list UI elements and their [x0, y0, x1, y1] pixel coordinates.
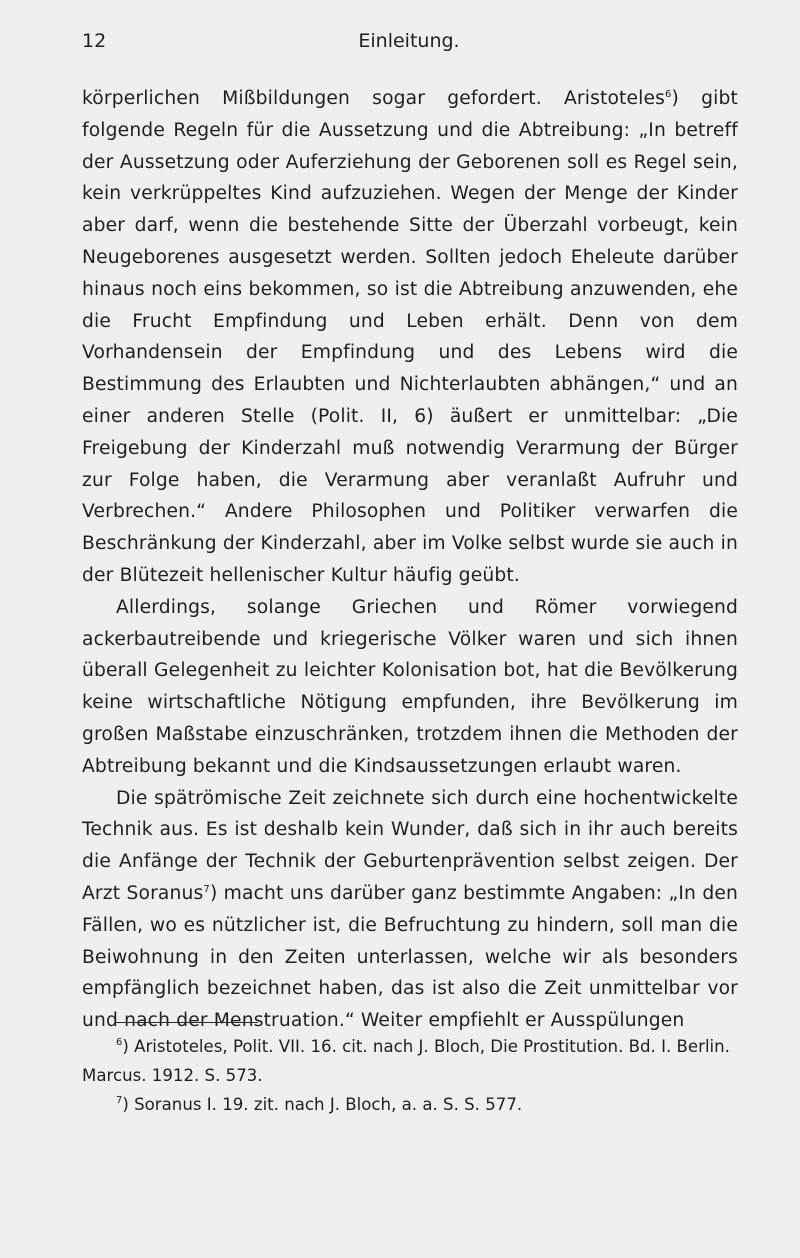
footnote-text: ) Aristoteles, Polit. VII. 16. cit. nach J. Bloch, Die Prostitution. Bd. I. Berlin. Marcus. 1912. S. 573. — [82, 1037, 730, 1085]
footnote-reference-7: 7 — [203, 883, 210, 895]
page-header — [82, 30, 736, 60]
footnote-reference-6: 6 — [665, 89, 672, 100]
paragraph-3 — [82, 783, 738, 1037]
body-text — [82, 83, 738, 1037]
running-title: Einleitung. — [358, 30, 460, 52]
footnote-text: ) Soranus I. 19. zit. nach J. Bloch, a. a. S. S. 577. — [122, 1095, 523, 1114]
paragraph-1-part-a: körperlichen Mißbildungen sogar gefordert. Aristoteles — [82, 88, 666, 109]
footnote-7 — [82, 1090, 742, 1119]
footnote-6 — [82, 1032, 742, 1090]
footnotes — [82, 1032, 742, 1119]
paragraph-3-part-b: ) macht uns darüber ganz bestimmte Angaben: „In den Fällen, wo es nützlicher ist, die Befruchtung zu hindern, soll man die Beiwohnung in den Zeiten unterlassen, welche wir als besonders empfänglich bezeichnet haben, das ist also die Zeit unmittelbar vor und nach der Menstruation.“ Weiter empfiehlt er Ausspülungen — [82, 882, 738, 1032]
footnote-divider — [116, 1022, 258, 1023]
footnote-mark: 6 — [116, 1037, 123, 1048]
paragraph-1-part-b: ) gibt folgende Regeln für die Aussetzung und die Abtreibung: „In betreff der Aussetzung oder Auferziehung der Geborenen soll es Regel sein, kein verkrüppeltes Kind aufzuziehen. Wegen der Menge der Kinder aber darf, wenn die bestehende Sitte der Überzahl vorbeugt, kein Neugeborenes ausgesetzt werden. Sollten jedoch Eheleute darüber hinaus noch eins bekommen, so ist die Abtreibung anzuwenden, ehe die Frucht Empfindung und Leben erhält. Denn von dem Vorhandensein der Empfindung und des Lebens wird die Bestimmung des Erlaubten und Nichterlaubten abhängen,“ und an einer anderen Stelle (Polit. II, 6) äußert er unmittelbar: „Die Freigebung der Kinderzahl muß notwendig Verarmung der Bürger zur Folge haben, die Verarmung aber veranlaßt Aufruhr und Verbrechen.“ Andere Philosophen und Politiker verwarfen die Beschränkung der Kinderzahl, aber im Volke selbst wurde sie auch in der Blütezeit hellenischer Kultur häufig geübt. — [82, 88, 738, 586]
paragraph-2: Allerdings, solange Griechen und Römer vorwiegend ackerbautreibende und kriegerische Völker waren und sich ihnen überall Gelegenheit zu leichter Kolonisation bot, hat die Bevölkerung keine wirtschaftliche Nötigung empfunden, ihre Bevölkerung im großen Maßstabe einzuschränken, trotzdem ihnen die Methoden der Abtreibung bekannt und die Kindsaussetzungen erlaubt waren. — [82, 596, 738, 777]
paragraph-3-part-a: Die spätrömische Zeit zeichnete sich durch eine hochentwickelte Technik aus. Es ist deshalb kein Wunder, daß sich in ihr auch bereits die Anfänge der Technik der Geburtenprävention selbst zeigen. Der Arzt Soranus — [82, 787, 738, 904]
footnote-mark: 7 — [116, 1095, 123, 1106]
page-number: 12 — [82, 30, 107, 52]
paragraph-1 — [82, 83, 738, 592]
